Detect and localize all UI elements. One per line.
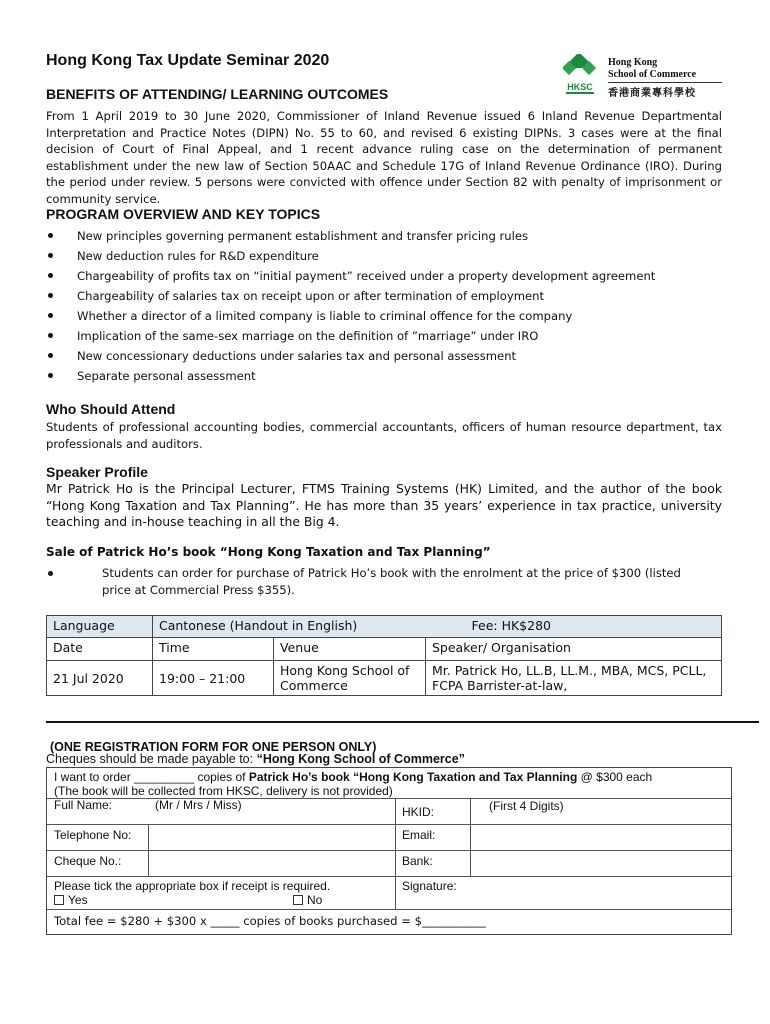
receipt-no-option[interactable]: No (293, 893, 322, 907)
speaker-heading: Speaker Profile (46, 464, 148, 480)
bank-label: Bank: (402, 854, 433, 868)
cheque-label: Cheque No.: (54, 854, 122, 868)
language-value: Cantonese (Handout in English) (153, 616, 426, 638)
section-divider (46, 721, 759, 723)
benefits-text: From 1 April 2019 to 30 June 2020, Commissioner of Inland Revenue issued 6 Inland Revenue Departmental Interpretation and Practice Notes (DIPN) No. 55 to 60, and revised 6 existing DIPNs. 3 cases were at the final decision of Court of Final Appeal, and 1 recent advance ruling case on the determination of permanent establishment under the new law of Section 50AAC and Schedule 17G of Inland Revenue Ordinance (IRO). During the period under review. 5 persons were convicted with offence under Section 82 with penalty of imprisonment or community service. (46, 109, 722, 206)
sale-item (46, 565, 722, 598)
hkid-field[interactable] (471, 812, 729, 824)
topics-list (46, 228, 722, 388)
list-item: Separate personal assessment (46, 368, 722, 388)
email-field[interactable] (471, 825, 729, 850)
logo-name-zh: 香港商業專科學校 (608, 88, 696, 99)
hksc-logo-icon (563, 54, 597, 96)
cheque-payee: “Hong Kong School of Commerce” (256, 752, 465, 766)
hksc-logo (560, 52, 730, 98)
hkid-hint: (First 4 Digits) (489, 799, 564, 813)
logo-name-en-line2: School of Commerce (608, 69, 697, 80)
checkbox-yes[interactable] (54, 895, 64, 905)
table-row (47, 661, 722, 696)
signature-label: Signature: (402, 879, 457, 893)
receipt-yes-option[interactable]: Yes (54, 893, 88, 907)
table-row (47, 616, 722, 638)
telephone-field[interactable] (149, 825, 395, 850)
cell-date: 21 Jul 2020 (47, 661, 153, 696)
full-name-label: Full Name: (54, 798, 113, 812)
telephone-label: Telephone No: (54, 828, 132, 842)
table-row (47, 638, 722, 661)
list-item: New concessionary deductions under salaries tax and personal assessment (46, 348, 722, 368)
attend-heading: Who Should Attend (46, 401, 176, 417)
list-item: Whether a director of a limited company is liable to criminal offence for the company (46, 308, 722, 328)
seminar-info-table (46, 615, 722, 696)
registration-form (46, 767, 732, 935)
cell-speaker: Mr. Patrick Ho, LL.B, LL.M., MBA, MCS, PCLL, FCPA Barrister-at-law, (426, 661, 722, 696)
total-fee-line[interactable]: Total fee = $280 + $300 x _____ copies of books purchased = $___________ (54, 914, 486, 928)
receipt-prompt: Please tick the appropriate box if receipt is required. (54, 879, 331, 893)
fee-value: Fee: HK$280 (426, 616, 722, 638)
checkbox-no[interactable] (293, 895, 303, 905)
header-speaker: Speaker/ Organisation (426, 638, 722, 661)
list-item: New deduction rules for R&D expenditure (46, 248, 722, 268)
language-label: Language (47, 616, 153, 638)
document-title: Hong Kong Tax Update Seminar 2020 (46, 52, 330, 69)
list-item: Implication of the same-sex marriage on the definition of ”marriage” under IRO (46, 328, 722, 348)
list-item: Chargeability of salaries tax on receipt upon or after termination of employment (46, 288, 722, 308)
logo-rule (608, 82, 722, 83)
email-label: Email: (402, 828, 436, 842)
bank-field[interactable] (471, 851, 729, 876)
cell-venue: Hong Kong School of Commerce (274, 661, 426, 696)
order-book-title: Patrick Ho’s book “Hong Kong Taxation and Tax Planning (248, 770, 578, 784)
list-item: New principles governing permanent establishment and transfer pricing rules (46, 228, 722, 248)
speaker-text: Mr Patrick Ho is the Principal Lecturer, FTMS Training Systems (HK) Limited, and the author of the book “Hong Kong Taxation and Tax Planning”. He has more than 35 years’ experience in tax practice, university teaching and in-house teaching in all the Big 4. (46, 481, 722, 529)
attend-text: Students of professional accounting bodies, commercial accountants, officers of human resource department, tax professionals and auditors. (46, 420, 722, 451)
benefits-heading: BENEFITS OF ATTENDING/ LEARNING OUTCOMES (46, 86, 389, 102)
list-item: Chargeability of profits tax on “initial payment” received under a property development agreement (46, 268, 722, 288)
cell-time: 19:00 – 21:00 (153, 661, 274, 696)
hkid-label: HKID: (402, 805, 435, 819)
signature-field[interactable] (471, 879, 729, 909)
header-venue: Venue (274, 638, 426, 661)
title-options[interactable]: (Mr / Mrs / Miss) (155, 798, 242, 812)
header-date: Date (47, 638, 153, 661)
cheque-instruction: Cheques should be made payable to: “Hong Kong School of Commerce” (46, 752, 465, 766)
sale-text: Students can order for purchase of Patrick Ho’s book with the enrolment at the price of $300 (listed price at Commercial Press $355). (102, 566, 681, 597)
collect-note: (The book will be collected from HKSC, delivery is not provided) (54, 784, 393, 798)
logo-name-en (608, 57, 696, 81)
order-line[interactable]: I want to order _________ copies of Patrick Ho’s book “Hong Kong Taxation and Tax Planning @ $300 each (54, 770, 653, 784)
full-name-field[interactable] (149, 812, 395, 824)
cheque-field[interactable] (149, 851, 395, 876)
form-heading: (ONE REGISTRATION FORM FOR ONE PERSON ONLY) (50, 740, 377, 754)
header-time: Time (153, 638, 274, 661)
program-heading: PROGRAM OVERVIEW AND KEY TOPICS (46, 206, 321, 222)
sale-heading: Sale of Patrick Ho’s book “Hong Kong Taxation and Tax Planning” (46, 545, 491, 559)
logo-abbr: HKSC (567, 82, 593, 92)
logo-name-en-line1: Hong Kong (608, 57, 658, 68)
